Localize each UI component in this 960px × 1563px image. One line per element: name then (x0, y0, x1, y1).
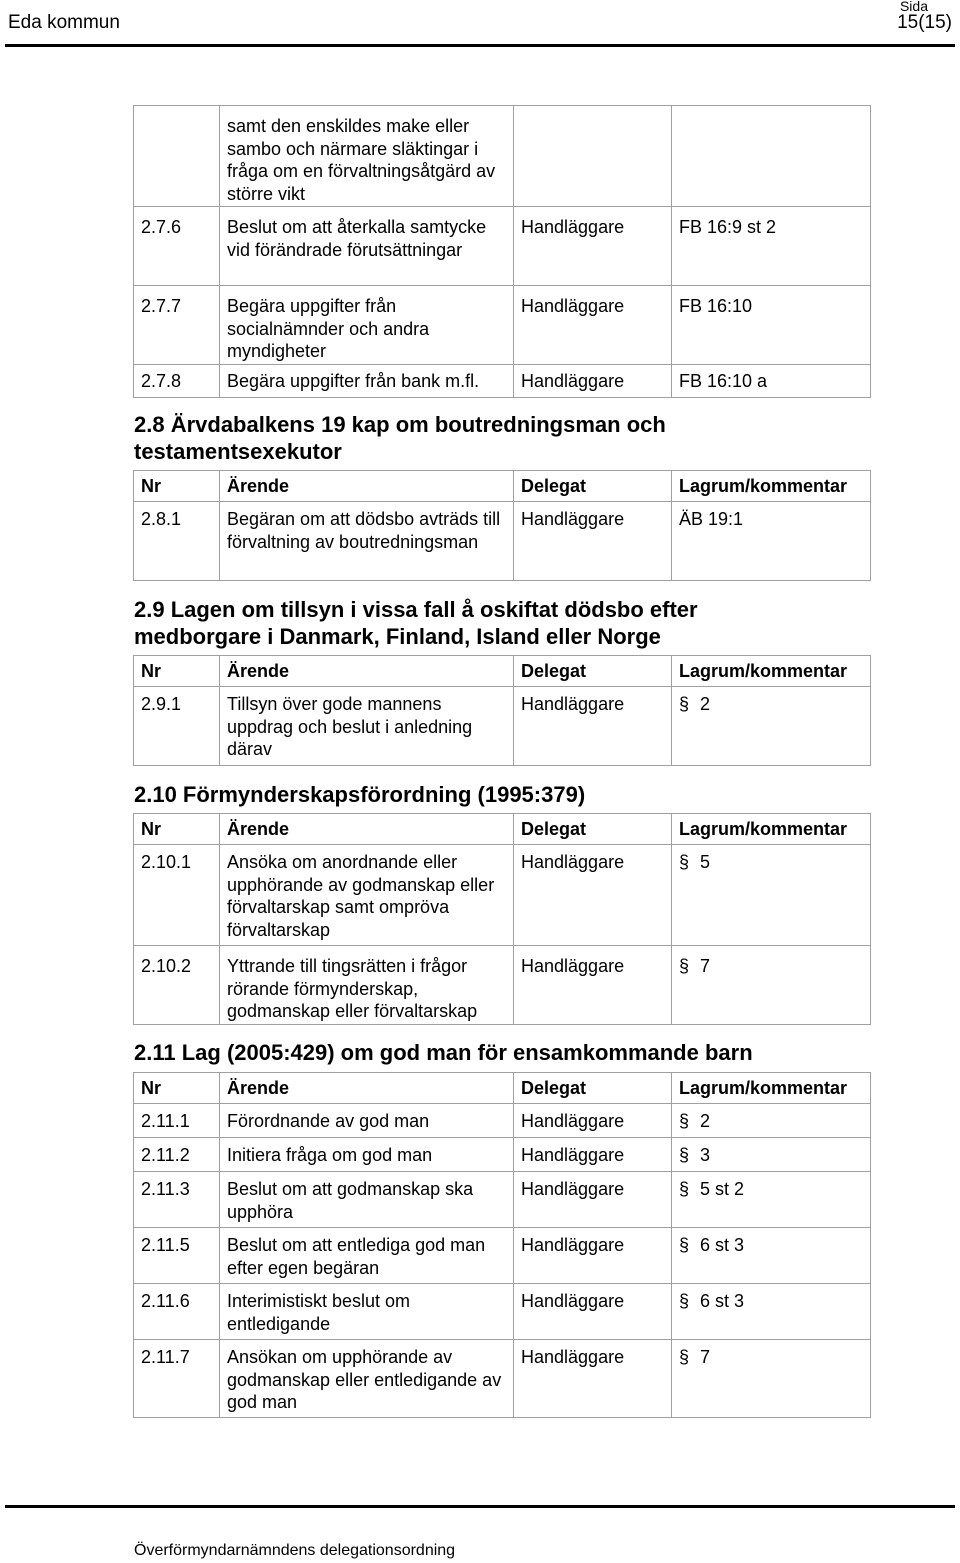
delegat-cell: Handläggare (514, 946, 672, 1025)
column-header-nr: Nr (134, 471, 220, 502)
table-row (134, 1340, 871, 1418)
arende-cell: Ansökan om upphörande av godmanskap eller entledigande av god man (220, 1340, 514, 1418)
lagrum-cell: FB 16:9 st 2 (672, 207, 871, 286)
arende-cell: Förordnande av god man (220, 1104, 514, 1138)
delegat-cell: Handläggare (514, 1138, 672, 1172)
column-header-delegat: Delegat (514, 814, 672, 845)
nr-cell: 2.10.2 (134, 946, 220, 1025)
nr-cell: 2.7.8 (134, 365, 220, 398)
table-header-row (134, 1073, 871, 1104)
section-title-2-9: 2.9 Lagen om tillsyn i vissa fall å oskiftat dödsbo efter medborgare i Danmark, Finland, Island eller Norge (134, 597, 698, 649)
nr-cell (134, 106, 220, 207)
table-row (134, 1138, 871, 1172)
column-header-nr: Nr (134, 814, 220, 845)
lagrum-cell: § 2 (672, 1104, 871, 1138)
column-header-arende: Ärende (220, 656, 514, 687)
table-row (134, 845, 871, 946)
nr-cell: 2.11.1 (134, 1104, 220, 1138)
nr-cell: 2.11.5 (134, 1228, 220, 1284)
delegat-cell: Handläggare (514, 845, 672, 946)
column-header-delegat: Delegat (514, 656, 672, 687)
nr-cell: 2.7.6 (134, 207, 220, 286)
lagrum-cell: § 6 st 3 (672, 1228, 871, 1284)
nr-cell: 2.11.3 (134, 1172, 220, 1228)
section-title-2-11: 2.11 Lag (2005:429) om god man för ensamkommande barn (134, 1040, 753, 1065)
delegation-table-2-8 (133, 470, 871, 581)
column-header-lagrum: Lagrum/kommentar (672, 656, 871, 687)
section-sign-icon: § (679, 1179, 690, 1199)
table-header-row (134, 656, 871, 687)
arende-cell: Begära uppgifter från socialnämnder och andra myndigheter (220, 286, 514, 365)
delegat-cell: Handläggare (514, 1172, 672, 1228)
nr-cell: 2.10.1 (134, 845, 220, 946)
column-header-nr: Nr (134, 1073, 220, 1104)
table-row (134, 286, 871, 365)
nr-cell: 2.7.7 (134, 286, 220, 365)
arende-cell: Beslut om att entlediga god man efter egen begäran (220, 1228, 514, 1284)
arende-cell: Initiera fråga om god man (220, 1138, 514, 1172)
arende-cell: samt den enskildes make eller sambo och närmare släktingar i fråga om en förvaltningsåtgärd av större vikt (220, 106, 514, 207)
delegat-cell: Handläggare (514, 1228, 672, 1284)
arende-cell: Begära uppgifter från bank m.fl. (220, 365, 514, 398)
table-row (134, 1228, 871, 1284)
lagrum-cell: § 2 (672, 687, 871, 766)
footer-divider (5, 1505, 955, 1508)
column-header-lagrum: Lagrum/kommentar (672, 1073, 871, 1104)
table-row (134, 1284, 871, 1340)
delegat-cell: Handläggare (514, 687, 672, 766)
page-number: 15(15) (897, 12, 952, 33)
delegat-cell: Handläggare (514, 207, 672, 286)
arende-cell: Yttrande till tingsrätten i frågor rörande förmynderskap, godmanskap eller förvaltarskap (220, 946, 514, 1025)
lagrum-cell (672, 106, 871, 207)
arende-cell: Tillsyn över gode mannens uppdrag och beslut i anledning därav (220, 687, 514, 766)
column-header-delegat: Delegat (514, 471, 672, 502)
delegat-cell: Handläggare (514, 1340, 672, 1418)
table-row (134, 106, 871, 207)
column-header-nr: Nr (134, 656, 220, 687)
delegation-table-2-11 (133, 1072, 871, 1418)
delegation-table-2-10 (133, 813, 871, 1025)
delegat-cell: Handläggare (514, 1104, 672, 1138)
arende-cell: Interimistiskt beslut om entledigande (220, 1284, 514, 1340)
table-row (134, 502, 871, 581)
nr-cell: 2.11.7 (134, 1340, 220, 1418)
table-row (134, 1104, 871, 1138)
delegat-cell: Handläggare (514, 1284, 672, 1340)
lagrum-cell: FB 16:10 (672, 286, 871, 365)
delegat-cell: Handläggare (514, 502, 672, 581)
column-header-arende: Ärende (220, 814, 514, 845)
column-header-lagrum: Lagrum/kommentar (672, 814, 871, 845)
lagrum-cell: § 7 (672, 946, 871, 1025)
column-header-arende: Ärende (220, 471, 514, 502)
lagrum-cell: § 5 st 2 (672, 1172, 871, 1228)
lagrum-cell: § 5 (672, 845, 871, 946)
delegat-cell (514, 106, 672, 207)
lagrum-cell: § 7 (672, 1340, 871, 1418)
column-header-arende: Ärende (220, 1073, 514, 1104)
section-title-2-8: 2.8 Ärvdabalkens 19 kap om boutredningsman och testamentsexekutor (134, 412, 666, 464)
page-label: Sida (899, 0, 928, 14)
table-row (134, 946, 871, 1025)
section-sign-icon: § (679, 1347, 690, 1367)
section-sign-icon: § (679, 852, 690, 872)
lagrum-cell: FB 16:10 a (672, 365, 871, 398)
nr-cell: 2.11.6 (134, 1284, 220, 1340)
arende-cell: Beslut om att återkalla samtycke vid förändrade förutsättningar (220, 207, 514, 286)
delegation-table-2-7 (133, 105, 871, 398)
table-header-row (134, 471, 871, 502)
organization-name: Eda kommun (8, 12, 120, 33)
arende-cell: Ansöka om anordnande eller upphörande av godmanskap eller förvaltarskap samt ompröva förvaltarskap (220, 845, 514, 946)
table-row (134, 1172, 871, 1228)
arende-cell: Begäran om att dödsbo avträds till förvaltning av boutredningsman (220, 502, 514, 581)
document-footer: Överförmyndarnämndens delegationsordning (134, 1542, 456, 1559)
header-divider (5, 44, 955, 47)
lagrum-cell: ÄB 19:1 (672, 502, 871, 581)
section-sign-icon: § (679, 1145, 690, 1165)
delegation-table-2-9 (133, 655, 871, 766)
nr-cell: 2.9.1 (134, 687, 220, 766)
arende-cell: Beslut om att godmanskap ska upphöra (220, 1172, 514, 1228)
delegat-cell: Handläggare (514, 286, 672, 365)
column-header-delegat: Delegat (514, 1073, 672, 1104)
table-header-row (134, 814, 871, 845)
nr-cell: 2.8.1 (134, 502, 220, 581)
section-sign-icon: § (679, 956, 690, 976)
lagrum-cell: § 6 st 3 (672, 1284, 871, 1340)
table-row (134, 365, 871, 398)
section-sign-icon: § (679, 694, 690, 714)
nr-cell: 2.11.2 (134, 1138, 220, 1172)
section-sign-icon: § (679, 1235, 690, 1255)
column-header-lagrum: Lagrum/kommentar (672, 471, 871, 502)
section-sign-icon: § (679, 1111, 690, 1131)
delegat-cell: Handläggare (514, 365, 672, 398)
lagrum-cell: § 3 (672, 1138, 871, 1172)
table-row (134, 207, 871, 286)
section-title-2-10: 2.10 Förmynderskapsförordning (1995:379) (134, 782, 586, 807)
table-row (134, 687, 871, 766)
section-sign-icon: § (679, 1291, 690, 1311)
